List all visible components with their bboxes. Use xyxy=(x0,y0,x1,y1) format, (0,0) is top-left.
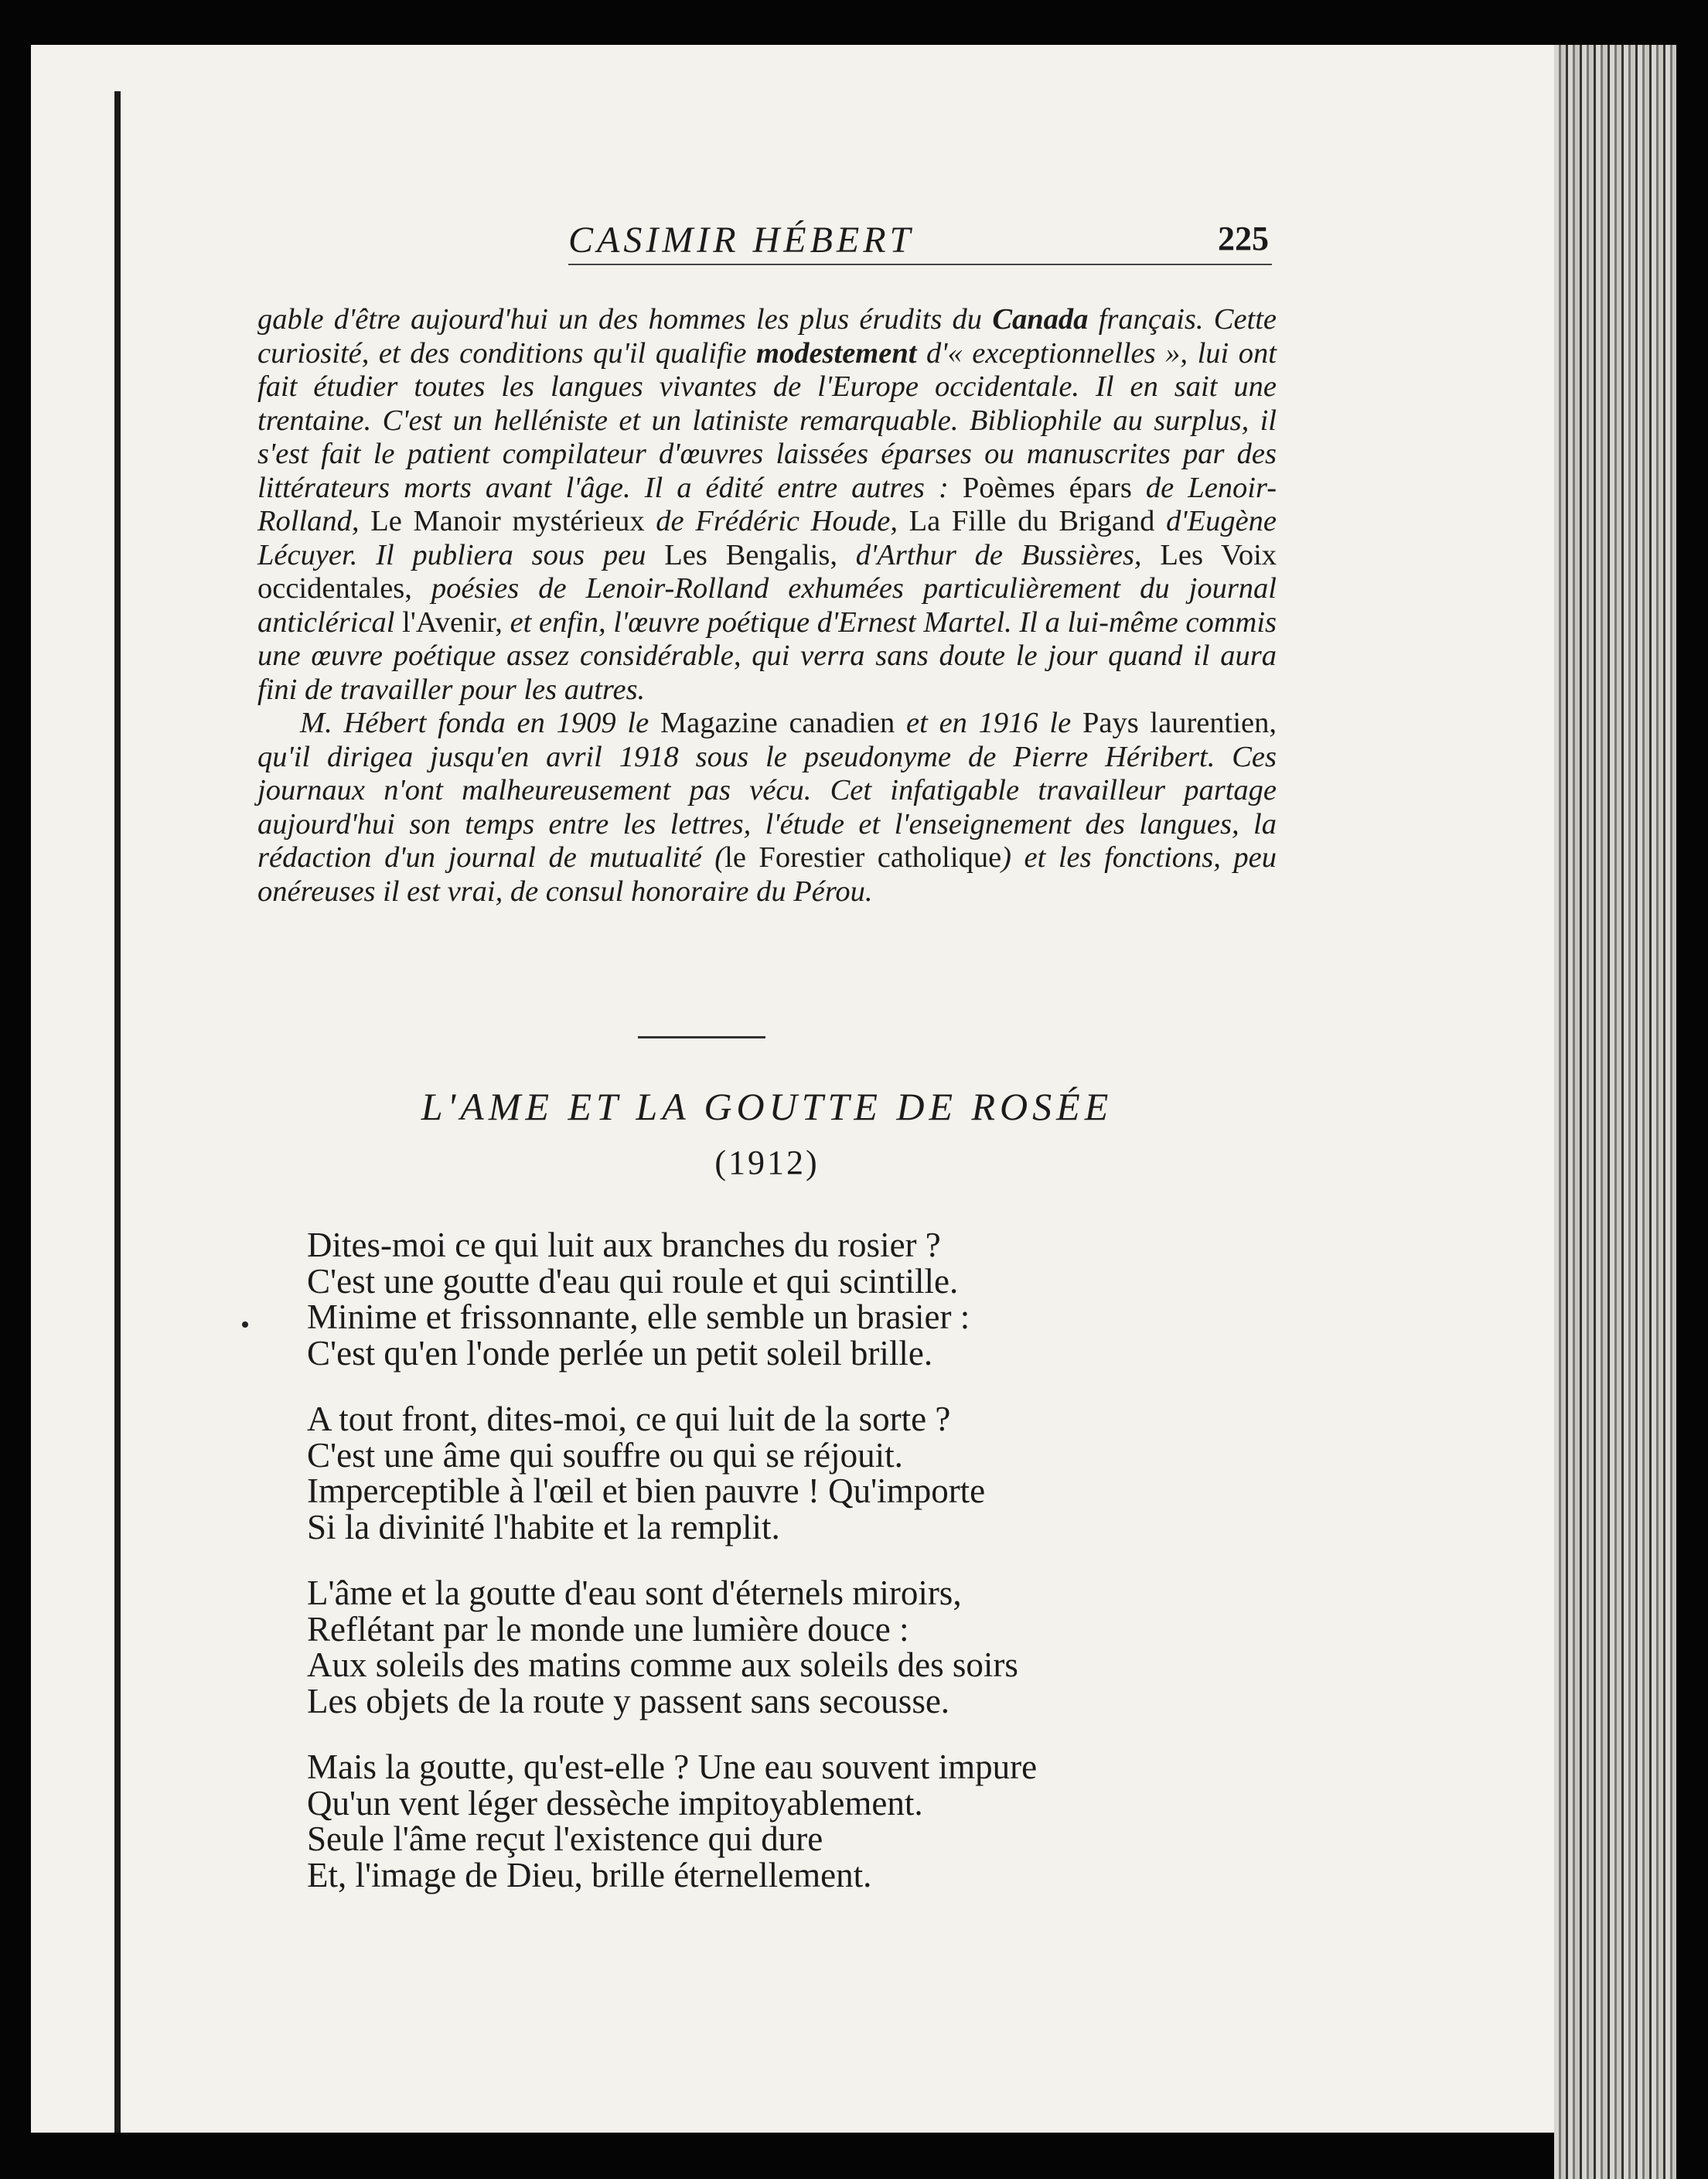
p1-text: Canada xyxy=(992,303,1089,336)
ink-speck xyxy=(242,1321,248,1328)
p2-title: le Forestier catholique xyxy=(724,841,1002,874)
poem-body xyxy=(307,1227,1273,1923)
p2-text: et en 1916 le xyxy=(906,707,1072,739)
poem-line: Si la divinité l'habite et la remplit. xyxy=(307,1507,780,1546)
header-rule xyxy=(568,264,1272,265)
p1-text: de Lenoir-Rolland, xyxy=(257,471,1277,537)
p2-title: Pays laurentien, xyxy=(1082,707,1277,739)
p2-text: M. Hébert fonda en 1909 le xyxy=(300,707,649,739)
poem-line: Les objets de la route y passent sans secousse. xyxy=(307,1681,950,1720)
stanza xyxy=(307,1749,1273,1893)
p1-text: français. Cette curiosité, et des conditions qu'il qualifie xyxy=(257,303,1277,370)
p1-text: d'Arthur de Bussières, xyxy=(855,538,1142,571)
poem-line: C'est une goutte d'eau qui roule et qui scintille. xyxy=(307,1261,959,1301)
section-divider xyxy=(638,1036,765,1038)
prose-block xyxy=(257,303,1277,909)
stanza xyxy=(307,1401,1273,1545)
p2-text: ) et les fonctions, peu onéreuses il est vrai, de consul honoraire du Pérou. xyxy=(257,841,1277,908)
poem-line: C'est qu'en l'onde perlée un petit soleil brille. xyxy=(307,1333,933,1373)
poem-title: L'AME ET LA GOUTTE DE ROSÉE xyxy=(421,1085,1113,1128)
p2-title: Magazine canadien xyxy=(660,707,895,739)
p1-text: modestement xyxy=(756,336,917,370)
p1-title: La Fille du Brigand xyxy=(909,505,1155,537)
p1-text: de Frédéric Houde, xyxy=(656,505,898,537)
p1-title: Les Bengalis, xyxy=(664,538,837,571)
p1-title: l'Avenir, xyxy=(402,605,503,639)
poem-year: (1912) xyxy=(714,1144,820,1182)
poem-line: L'âme et la goutte d'eau sont d'éternels miroirs, xyxy=(307,1574,962,1612)
poem-line: Et, l'image de Dieu, brille éternellement. xyxy=(307,1855,872,1894)
poem-line: Aux soleils des matins comme aux soleils des soirs xyxy=(307,1645,1018,1684)
running-title: CASIMIR HÉBERT xyxy=(568,220,915,261)
p1-text: gable d'être aujourd'hui un des hommes les plus érudits du xyxy=(257,303,983,336)
page-gutter-line xyxy=(114,91,121,2133)
paragraph-2 xyxy=(257,707,1277,909)
poem-line: A tout front, dites-moi, ce qui luit de la sorte ? xyxy=(307,1400,951,1438)
p1-title: Poèmes épars xyxy=(962,471,1132,504)
poem-line: Minime et frissonnante, elle semble un brasier : xyxy=(307,1298,970,1336)
poem-line: Reflétant par le monde une lumière douce : xyxy=(307,1609,909,1649)
p1-text: et enfin, l'œuvre poétique d'Ernest Martel. Il a lui-même commis une œuvre poétique assez considérable, qui verra sans doute le jour quand il aura fini de travailler pour les autres. xyxy=(257,605,1277,706)
poem-line: C'est une âme qui souffre ou qui se réjouit. xyxy=(307,1435,903,1475)
poem-line: Seule l'âme reçut l'existence qui dure xyxy=(307,1819,823,1858)
p1-text: poésies de Lenoir-Rolland exhumées particulièrement du journal anticlérical xyxy=(257,572,1277,639)
poem-line: Qu'un vent léger dessèche impitoyablement. xyxy=(307,1783,923,1823)
p2-text: qu'il dirigea jusqu'en avril 1918 sous le pseudonyme de Pierre Héribert. Ces journaux n'ont malheureusement pas vécu. Cet infatigable travailleur partage aujourd'hui son temps entre les lettres, l'étude et l'enseignement des langues, la rédaction d'un journal de mutualité ( xyxy=(257,740,1277,874)
poem-line: Dites-moi ce qui luit aux branches du rosier ? xyxy=(307,1226,941,1264)
page-edges xyxy=(1554,45,1676,2179)
stanza xyxy=(307,1227,1273,1371)
poem-line: Imperceptible à l'œil et bien pauvre ! Qu'importe xyxy=(307,1471,986,1510)
poem-line: Mais la goutte, qu'est-elle ? Une eau souvent impure xyxy=(307,1748,1038,1786)
p1-title: Les Voix occidentales, xyxy=(257,538,1277,605)
p1-text: d'« exceptionnelles », lui ont fait étudier toutes les langues vivantes de l'Europe occidentale. Il en sait une trentaine. C'est un helléniste et un latiniste remarquable. Bibliophile au surplus, il s'est fait le patient compilateur d'œuvres laissées éparses ou manuscrites par des littérateurs morts avant l'âge. Il a édité entre autres : xyxy=(257,336,1277,504)
paragraph-1 xyxy=(257,303,1277,707)
stanza xyxy=(307,1575,1273,1719)
page-number: 225 xyxy=(1218,220,1269,257)
p1-title: Le Manoir mystérieux xyxy=(370,505,645,537)
p1-text: d'Eugène Lécuyer. Il publiera sous peu xyxy=(257,505,1277,571)
